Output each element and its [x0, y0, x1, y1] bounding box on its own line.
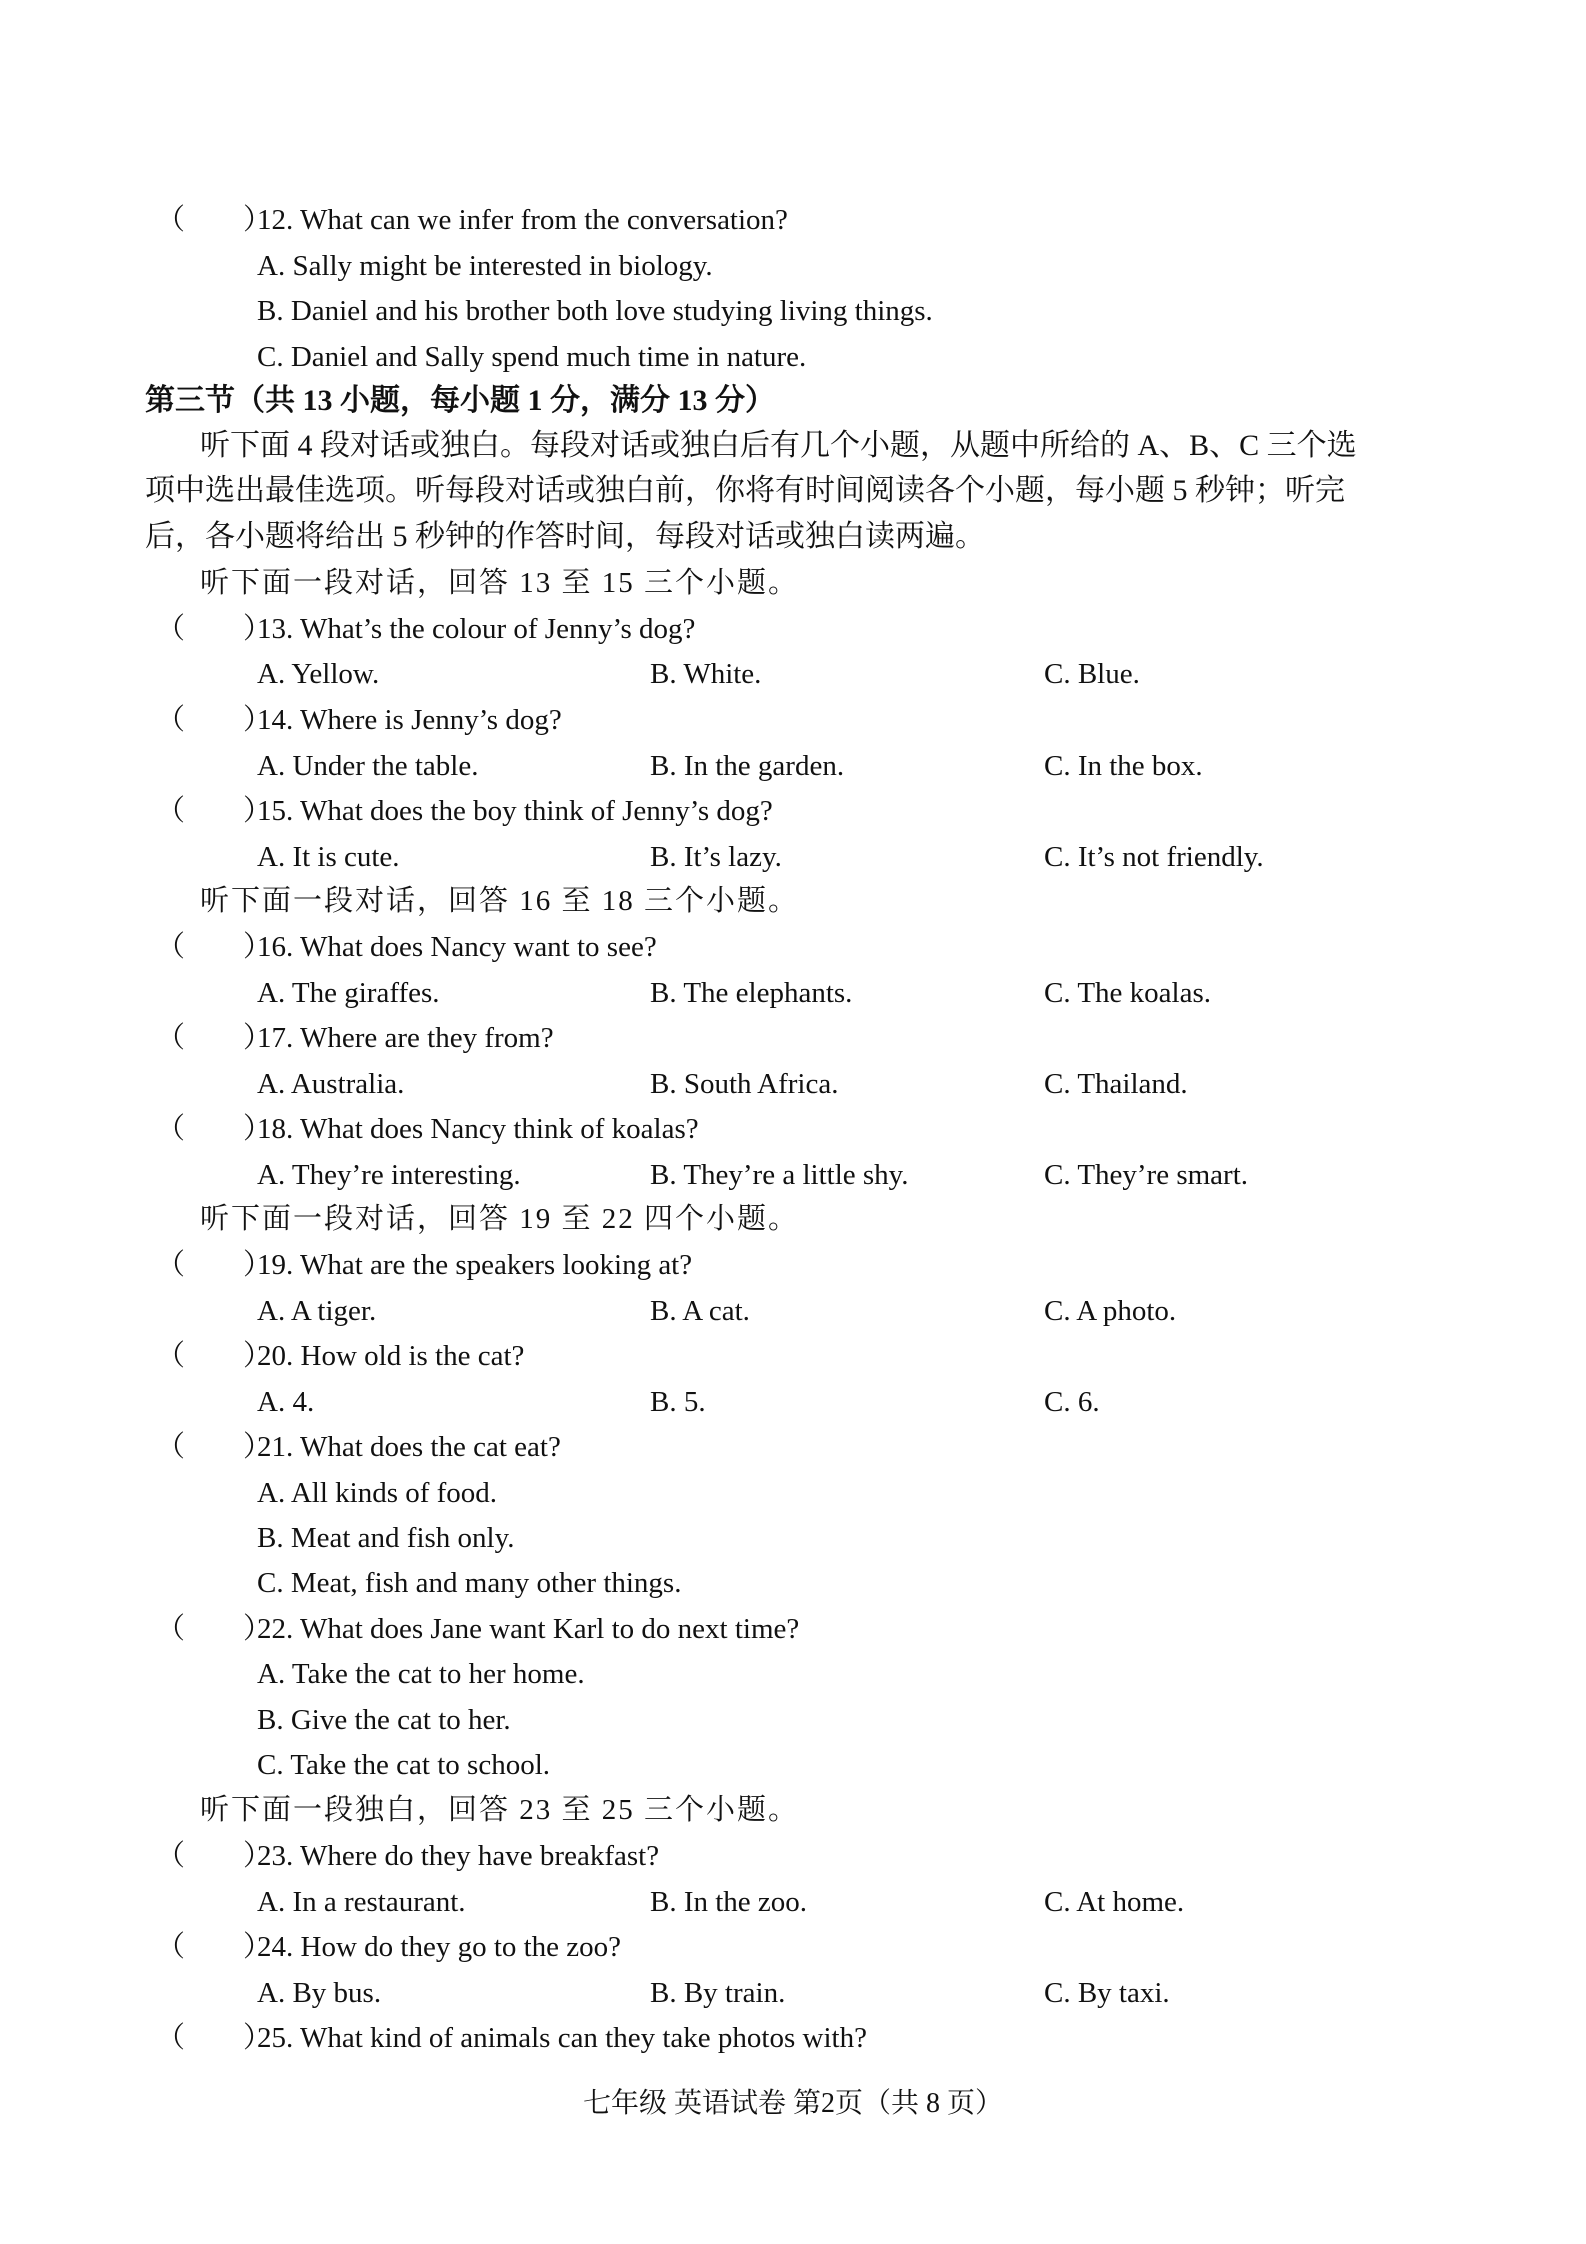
page-footer: 七年级 英语试卷 第2页（共 8 页）	[582, 2088, 1003, 2119]
q20-option-c: C. 6.	[1044, 1386, 1100, 1418]
q12-option-c: C. Daniel and Sally spend much time in nature.	[257, 341, 807, 373]
q22-option-c: C. Take the cat to school.	[257, 1749, 551, 1781]
answer-blank[interactable]: （ ）	[156, 704, 273, 736]
q19-option-b: B. A cat.	[650, 1295, 750, 1327]
question-23-text: 23. Where do they have breakfast?	[257, 1840, 660, 1872]
q23-option-a: A. In a restaurant.	[257, 1886, 466, 1918]
section-3-instructions-line2: 项中选出最佳选项。听每段对话或独白前，你将有时间阅读各个小题，每小题 5 秒钟；听完	[145, 474, 1345, 507]
q23-option-c: C. At home.	[1044, 1886, 1185, 1918]
q21-option-a: A. All kinds of food.	[257, 1477, 498, 1509]
q22-option-b: B. Give the cat to her.	[257, 1704, 511, 1736]
q20-option-a: A. 4.	[257, 1386, 315, 1418]
question-20-text: 20. How old is the cat?	[257, 1340, 525, 1372]
section-3-title: 第三节（共 13 小题，每小题 1 分，满分 13 分）	[145, 384, 775, 417]
answer-blank[interactable]: （ ）	[156, 2022, 273, 2054]
question-18-text: 18. What does Nancy think of koalas?	[257, 1113, 699, 1145]
listening-prompt-1: 听下面一段对话，回答 13 至 15 三个小题。	[200, 567, 800, 599]
answer-blank[interactable]: （ ）	[156, 1340, 273, 1372]
question-22-text: 22. What does Jane want Karl to do next time?	[257, 1613, 800, 1645]
q18-option-b: B. They’re a little shy.	[650, 1159, 909, 1191]
q15-option-c: C. It’s not friendly.	[1044, 841, 1264, 873]
q17-option-a: A. Australia.	[257, 1068, 405, 1100]
answer-blank[interactable]: （ ）	[156, 613, 273, 645]
listening-prompt-4: 听下面一段独白，回答 23 至 25 三个小题。	[200, 1794, 800, 1826]
question-12-text: 12. What can we infer from the conversation?	[257, 204, 788, 236]
question-25-text: 25. What kind of animals can they take photos with?	[257, 2022, 867, 2054]
answer-blank[interactable]: （ ）	[156, 931, 273, 963]
answer-blank[interactable]: （ ）	[156, 204, 273, 236]
q16-option-c: C. The koalas.	[1044, 977, 1211, 1009]
q19-option-c: C. A photo.	[1044, 1295, 1177, 1327]
answer-blank[interactable]: （ ）	[156, 1931, 273, 1963]
question-21-text: 21. What does the cat eat?	[257, 1431, 561, 1463]
q21-option-b: B. Meat and fish only.	[257, 1522, 515, 1554]
q21-option-c: C. Meat, fish and many other things.	[257, 1567, 682, 1599]
q20-option-b: B. 5.	[650, 1386, 706, 1418]
q13-option-c: C. Blue.	[1044, 658, 1140, 690]
answer-blank[interactable]: （ ）	[156, 1431, 273, 1463]
q15-option-b: B. It’s lazy.	[650, 841, 782, 873]
q14-option-a: A. Under the table.	[257, 750, 479, 782]
q24-option-a: A. By bus.	[257, 1977, 382, 2009]
section-3-instructions-line3: 后，各小题将给出 5 秒钟的作答时间，每段对话或独白读两遍。	[145, 520, 985, 553]
q17-option-c: C. Thailand.	[1044, 1068, 1188, 1100]
question-24-text: 24. How do they go to the zoo?	[257, 1931, 622, 1963]
q14-option-b: B. In the garden.	[650, 750, 845, 782]
question-17-text: 17. Where are they from?	[257, 1022, 554, 1054]
answer-blank[interactable]: （ ）	[156, 1113, 273, 1145]
q17-option-b: B. South Africa.	[650, 1068, 839, 1100]
answer-blank[interactable]: （ ）	[156, 1022, 273, 1054]
q24-option-c: C. By taxi.	[1044, 1977, 1170, 2009]
answer-blank[interactable]: （ ）	[156, 1249, 273, 1281]
q19-option-a: A. A tiger.	[257, 1295, 377, 1327]
section-3-instructions-line1: 听下面 4 段对话或独白。每段对话或独白后有几个小题，从题中所给的 A、B、C 三个选	[200, 429, 1357, 462]
answer-blank[interactable]: （ ）	[156, 795, 273, 827]
listening-prompt-2: 听下面一段对话，回答 16 至 18 三个小题。	[200, 885, 800, 917]
q15-option-a: A. It is cute.	[257, 841, 400, 873]
q12-option-b: B. Daniel and his brother both love studying living things.	[257, 295, 933, 327]
listening-prompt-3: 听下面一段对话，回答 19 至 22 四个小题。	[200, 1203, 800, 1235]
q13-option-a: A. Yellow.	[257, 658, 380, 690]
answer-blank[interactable]: （ ）	[156, 1613, 273, 1645]
q14-option-c: C. In the box.	[1044, 750, 1203, 782]
q12-option-a: A. Sally might be interested in biology.	[257, 250, 713, 282]
q18-option-c: C. They’re smart.	[1044, 1159, 1249, 1191]
question-15-text: 15. What does the boy think of Jenny’s dog?	[257, 795, 773, 827]
q13-option-b: B. White.	[650, 658, 762, 690]
answer-blank[interactable]: （ ）	[156, 1840, 273, 1872]
q23-option-b: B. In the zoo.	[650, 1886, 808, 1918]
question-16-text: 16. What does Nancy want to see?	[257, 931, 657, 963]
q22-option-a: A. Take the cat to her home.	[257, 1658, 585, 1690]
q16-option-b: B. The elephants.	[650, 977, 853, 1009]
q18-option-a: A. They’re interesting.	[257, 1159, 521, 1191]
question-13-text: 13. What’s the colour of Jenny’s dog?	[257, 613, 696, 645]
question-19-text: 19. What are the speakers looking at?	[257, 1249, 693, 1281]
q16-option-a: A. The giraffes.	[257, 977, 440, 1009]
question-14-text: 14. Where is Jenny’s dog?	[257, 704, 562, 736]
q24-option-b: B. By train.	[650, 1977, 786, 2009]
